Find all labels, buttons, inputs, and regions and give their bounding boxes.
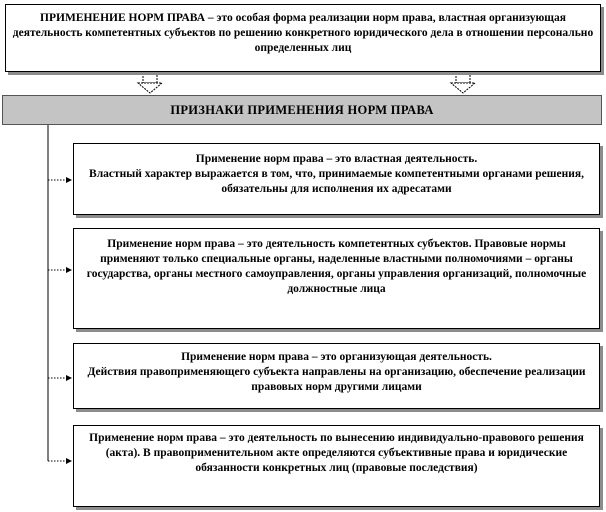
- sign-lead: Применение норм права – это деятельность по вынесению индивидуально-правового решения (акта).: [89, 432, 584, 459]
- signs-header-title: ПРИЗНАКИ ПРИМЕНЕНИЯ НОРМ ПРАВА: [170, 102, 434, 117]
- sign-lead: Применение норм права – это деятельность компетентных субъектов.: [107, 238, 472, 250]
- sign-text: В правоприменительном акте определяются субъективные права и юридические обязанности конкретных лиц (правовые последствия): [140, 447, 568, 474]
- sign-box-3: [73, 343, 600, 409]
- sign-lead: Применение норм права – это властная деятельность.: [195, 153, 478, 165]
- sign-box-2: [73, 228, 600, 329]
- definition-text: – это особая форма реализации норм права, властная организующая деятельность компетентных субъектов по решению конкретного юридического дела в отношении персонально определенных лиц: [12, 12, 594, 54]
- sign-box-1: [73, 143, 600, 215]
- sign-text: Властный характер выражается в том, что, принимаемые компетентными органами решения, обязательны для исполнения их адресатами: [89, 168, 584, 195]
- sign-text: Действия правоприменяющего субъекта направлены на организацию, обеспечение реализации правовых норм другими лицами: [87, 366, 586, 393]
- branch-arrow-4: [48, 458, 72, 464]
- definition-box: [5, 4, 601, 72]
- signs-header: [2, 95, 602, 125]
- branch-arrow-3: [48, 375, 72, 381]
- definition-lead: ПРИМЕНЕНИЕ НОРМ ПРАВА: [40, 12, 206, 24]
- branch-arrow-2: [48, 267, 72, 273]
- down-arrow-left: [138, 74, 162, 93]
- down-arrow-right: [451, 74, 475, 93]
- sign-text: Правовые нормы применяют только специальные органы, наделенные властными полномочиями – органы государства, органы местного самоуправления, органы управления организаций, полномочные должностные лица: [86, 238, 587, 295]
- sign-lead: Применение норм права – это организующая деятельность.: [181, 351, 492, 363]
- sign-box-4: [73, 425, 600, 507]
- branch-arrow-1: [48, 177, 72, 183]
